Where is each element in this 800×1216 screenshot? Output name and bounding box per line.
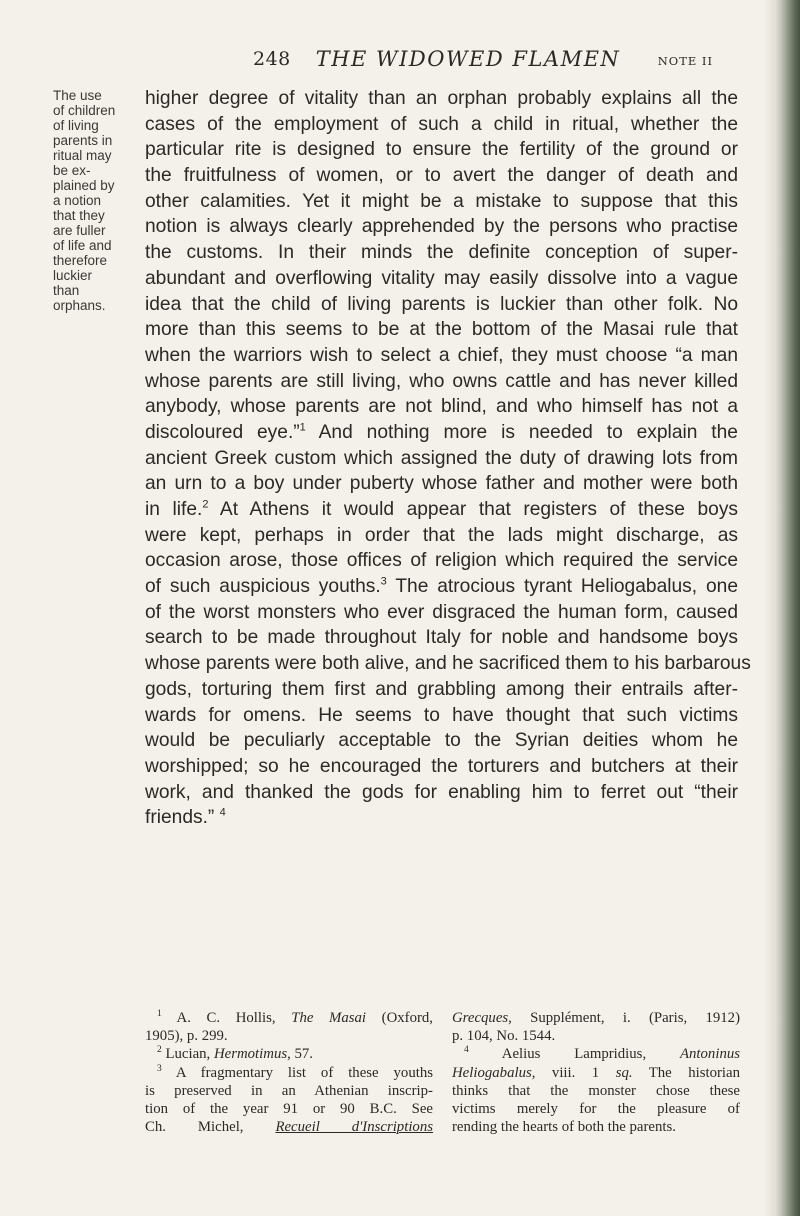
text-line: idea that the child of living parents is luckier than other folk. No — [145, 293, 738, 315]
marginal-note-line: be ex- — [53, 163, 91, 178]
footnote-3: $^3$ A fragmentary list of these youths — [157, 1063, 433, 1081]
footnote-marker[interactable]: 1 — [299, 421, 306, 434]
footnote-line: p. 104, No. 1544. — [452, 1028, 556, 1045]
page-number: 248 — [253, 48, 291, 70]
footnote-line: Heliogabalus, viii. 1 sq. The historian — [452, 1064, 740, 1081]
text-line: when the warriors wish to select a chief, they must choose “a man — [145, 344, 738, 366]
footnote-line: tion of the year 91 or 90 B.C. See — [145, 1100, 433, 1117]
marginal-note-line: are fuller — [53, 223, 106, 238]
footnote-line: victims merely for the pleasure of — [452, 1100, 740, 1117]
text-run: discoloured eye.” — [145, 421, 300, 443]
footnote-line: is preserved in an Athenian inscrip- — [145, 1082, 433, 1099]
footnote-column-left — [145, 1009, 433, 1136]
footnote-marker[interactable]: 3 — [380, 575, 387, 588]
text-line: other calamities. Yet it might be a mistake to suppose that this — [145, 190, 738, 212]
text-run: of such auspicious youths. — [145, 576, 381, 598]
text-line — [145, 420, 738, 446]
text-line: would be peculiarly acceptable to the Syrian deities whom he — [145, 730, 738, 752]
text-line — [145, 497, 738, 523]
text-line: the customs. In their minds the definite conception of super- — [145, 242, 738, 264]
marginal-note-line: The use — [53, 88, 102, 103]
footnote-number: 1 — [157, 1009, 162, 1020]
marginal-note-line: of life and — [53, 238, 112, 253]
text-line: gods, torturing them first and grabbling among their entrails after- — [145, 678, 738, 700]
footnote-number: 4 — [464, 1045, 469, 1056]
footnote-column-right — [452, 1009, 740, 1136]
text-line: higher degree of vitality than an orphan probably explains all the — [145, 88, 738, 109]
page-gutter-shadow — [764, 0, 774, 1216]
text-line: cases of the employment of such a child in ritual, whether the — [145, 113, 738, 135]
footnote-4: $^4$ Aelius Lampridius, Antoninus — [464, 1045, 740, 1063]
text-line: occasion arose, those offices of religion which required the service — [145, 550, 738, 572]
footnote-line: thinks that the monster chose these — [452, 1082, 740, 1099]
marginal-note — [53, 88, 131, 313]
text-line: wards for omens. He seems to have thought that such victims — [145, 704, 738, 726]
text-run: At Athens it would appear that registers of these boys — [208, 499, 739, 520]
marginal-note-line: ritual may — [53, 148, 112, 163]
marginal-note-line: of living — [53, 118, 99, 133]
text-line: whose parents are still living, who owns cattle and has never killed — [145, 370, 738, 392]
body-paragraph — [145, 86, 751, 831]
marginal-note-line: than — [53, 283, 80, 298]
footnote-number: 3 — [157, 1063, 162, 1074]
footnote-number: 2 — [157, 1045, 162, 1056]
running-title: THE WIDOWED FLAMEN — [315, 47, 621, 71]
footnote-line: rending the hearts of both the parents. — [452, 1119, 676, 1136]
footnote-2: $^2$ Lucian, Hermotimus, 57. — [157, 1045, 314, 1063]
footnote-line: Ch. Michel, Recueil d'Inscriptions — [145, 1119, 433, 1136]
text-line: search to be made throughout Italy for noble and handsome boys — [145, 627, 738, 649]
text-line: an urn to a boy under puberty whose father and mother were both — [145, 473, 738, 495]
text-line: whose parents were both alive, and he sacrificed them to his barbarous — [145, 653, 751, 675]
cited-title: Grecques — [452, 1010, 509, 1026]
text-line — [145, 805, 738, 831]
text-run: in life. — [145, 499, 203, 520]
text-line: ancient Greek custom which assigned the duty of drawing lots from — [145, 447, 738, 469]
text-line: anybody, whose parents are not blind, and who himself has not a — [145, 396, 738, 418]
marginal-note-line: plained by — [53, 178, 115, 193]
cited-title: Hermotimus — [213, 1046, 288, 1063]
cited-title: Heliogabalus — [452, 1064, 532, 1081]
marginal-note-line: a notion — [53, 193, 102, 208]
text-line: worshipped; so he encouraged the torturers and butchers at their — [145, 755, 738, 777]
text-line: were kept, perhaps in order that the lads might discharge, as — [145, 524, 738, 546]
marginal-note-line: parents in — [53, 133, 113, 148]
marginal-note-line: therefore — [53, 253, 108, 268]
text-run: friends.” — [145, 807, 215, 829]
text-line: more than this seems to be at the bottom of the Masai rule that — [145, 319, 738, 341]
text-line: notion is always clearly apprehended by the persons who practise — [145, 216, 738, 238]
cited-title: Antoninus — [679, 1046, 740, 1063]
text-run: The atrocious tyrant Heliogabalus, one — [386, 576, 738, 598]
text-line: the fruitfulness of women, or to avert the danger of death and — [145, 165, 738, 187]
note-reference: NOTE II — [657, 54, 713, 68]
footnote-line: 1905), p. 299. — [145, 1028, 228, 1045]
text-line — [145, 574, 738, 600]
marginal-note-line: orphans. — [53, 298, 106, 313]
footnote-line: Grecques, Supplément, i. (Paris, 1912) — [452, 1010, 740, 1026]
text-line: abundant and overflowing vitality may easily dissolve into a vague — [145, 267, 738, 289]
marginal-note-line: that they — [53, 208, 105, 223]
footnote-marker[interactable]: 4 — [219, 806, 226, 819]
text-line: work, and thanked the gods for enabling him to ferret out “their — [145, 781, 738, 803]
footnote-marker[interactable]: 2 — [202, 498, 209, 511]
footnote-1: $^1$ A. C. Hollis, The Masai (Oxford, — [157, 1009, 434, 1026]
book-edge — [774, 0, 800, 1216]
cited-title: The Masai — [291, 1010, 367, 1026]
text-line: particular rite is designed to ensure the fertility of the ground or — [145, 139, 738, 161]
cited-title: Recueil d'Inscriptions — [275, 1119, 433, 1136]
running-header — [253, 44, 713, 74]
text-run: And nothing more is needed to explain the — [305, 421, 738, 443]
text-line: of the worst monsters who ever disgraced the human form, caused — [145, 601, 738, 623]
marginal-note-line: luckier — [53, 268, 93, 283]
marginal-note-line: of children — [53, 103, 116, 118]
